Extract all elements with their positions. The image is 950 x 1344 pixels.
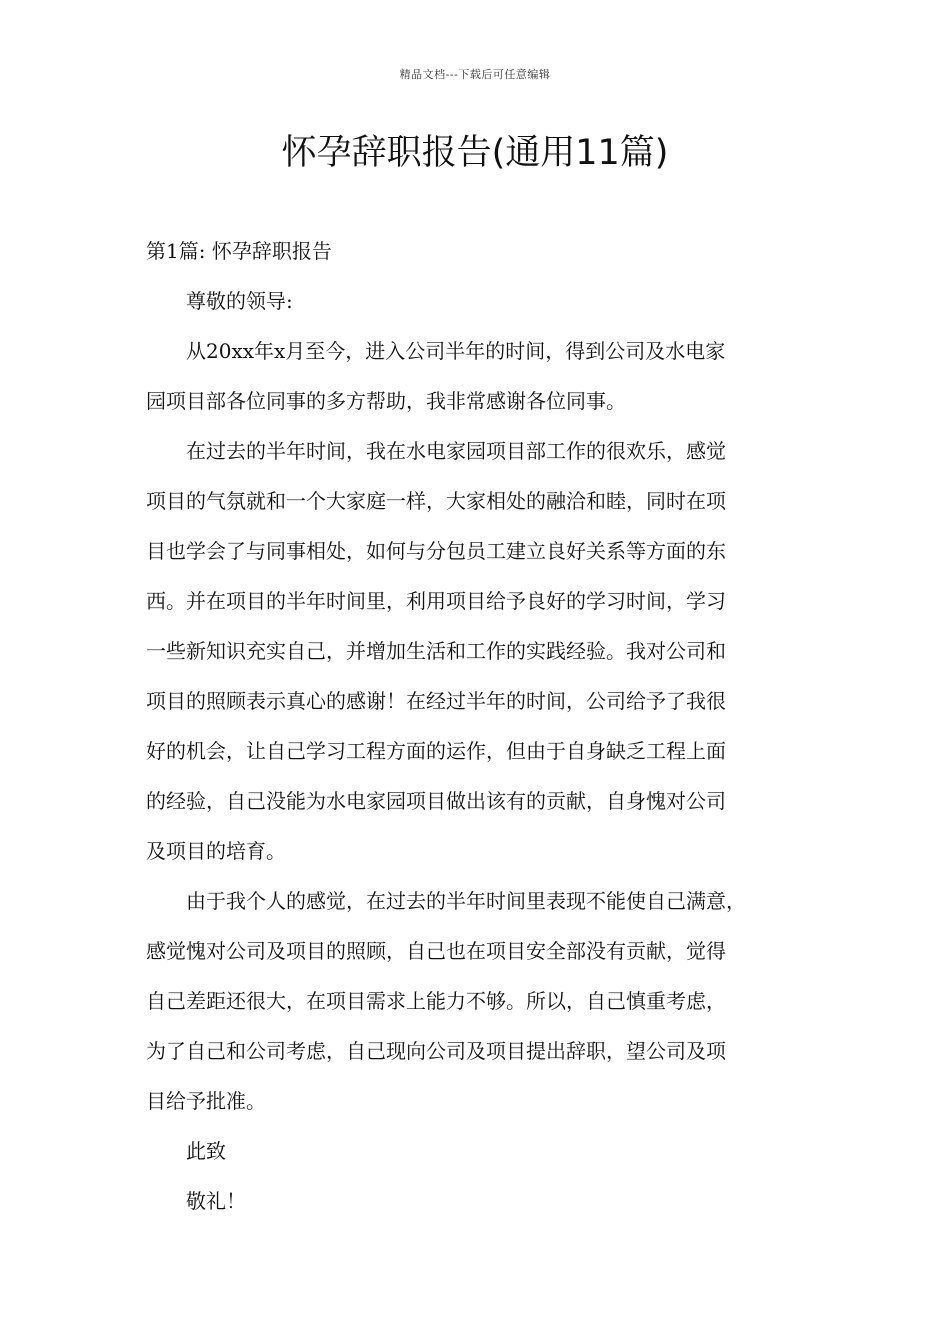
paragraph-line: 在过去的半年时间，我在水电家园项目部工作的很欢乐，感觉 <box>186 439 726 463</box>
page-header-note: 精品文档---下载后可任意编辑 <box>399 68 551 81</box>
closing-line-2: 敬礼！ <box>186 1189 246 1213</box>
paragraph-line: 目也学会了与同事相处，如何与分包员工建立良好关系等方面的东 <box>146 539 726 563</box>
paragraph-line: 好的机会，让自己学习工程方面的运作，但由于自身缺乏工程上面 <box>146 739 726 763</box>
document-title: 怀孕辞职报告(通用11篇) <box>281 133 669 173</box>
paragraph-line: 项目的气氛就和一个大家庭一样，大家相处的融洽和睦，同时在项 <box>146 489 726 513</box>
salutation <box>146 276 820 326</box>
paragraph-line: 的经验，自己没能为水电家园项目做出该有的贡献，自身愧对公司 <box>146 789 726 813</box>
paragraph-line: 由于我个人的感觉，在过去的半年时间里表现不能使自己满意， <box>186 889 746 913</box>
closing-line-1: 此致 <box>186 1139 226 1163</box>
section-heading: 第1篇: 怀孕辞职报告 <box>146 239 332 263</box>
document-body <box>146 226 820 1226</box>
paragraph-1 <box>146 326 820 426</box>
paragraph-3 <box>146 876 820 1126</box>
paragraph-line: 园项目部各位同事的多方帮助，我非常感谢各位同事。 <box>146 389 626 413</box>
paragraph-line: 西。并在项目的半年时间里，利用项目给予良好的学习时间，学习 <box>146 589 726 613</box>
paragraph-line: 自己差距还很大，在项目需求上能力不够。所以，自己慎重考虑， <box>146 989 726 1013</box>
paragraph-line: 目给予批准。 <box>146 1089 266 1113</box>
paragraph-line: 项目的照顾表示真心的感谢！在经过半年的时间，公司给予了我很 <box>146 689 726 713</box>
paragraph-2 <box>146 426 820 876</box>
salutation-text: 尊敬的领导: <box>186 289 293 313</box>
paragraph-line: 及项目的培育。 <box>146 839 286 863</box>
paragraph-line: 感觉愧对公司及项目的照顾，自己也在项目安全部没有贡献，觉得 <box>146 939 726 963</box>
paragraph-line: 从20xx年x月至今，进入公司半年的时间，得到公司及水电家 <box>186 339 726 363</box>
paragraph-line: 为了自己和公司考虑，自己现向公司及项目提出辞职，望公司及项 <box>146 1039 726 1063</box>
closing-greeting <box>146 1126 820 1226</box>
paragraph-line: 一些新知识充实自己，并增加生活和工作的实践经验。我对公司和 <box>146 639 726 663</box>
